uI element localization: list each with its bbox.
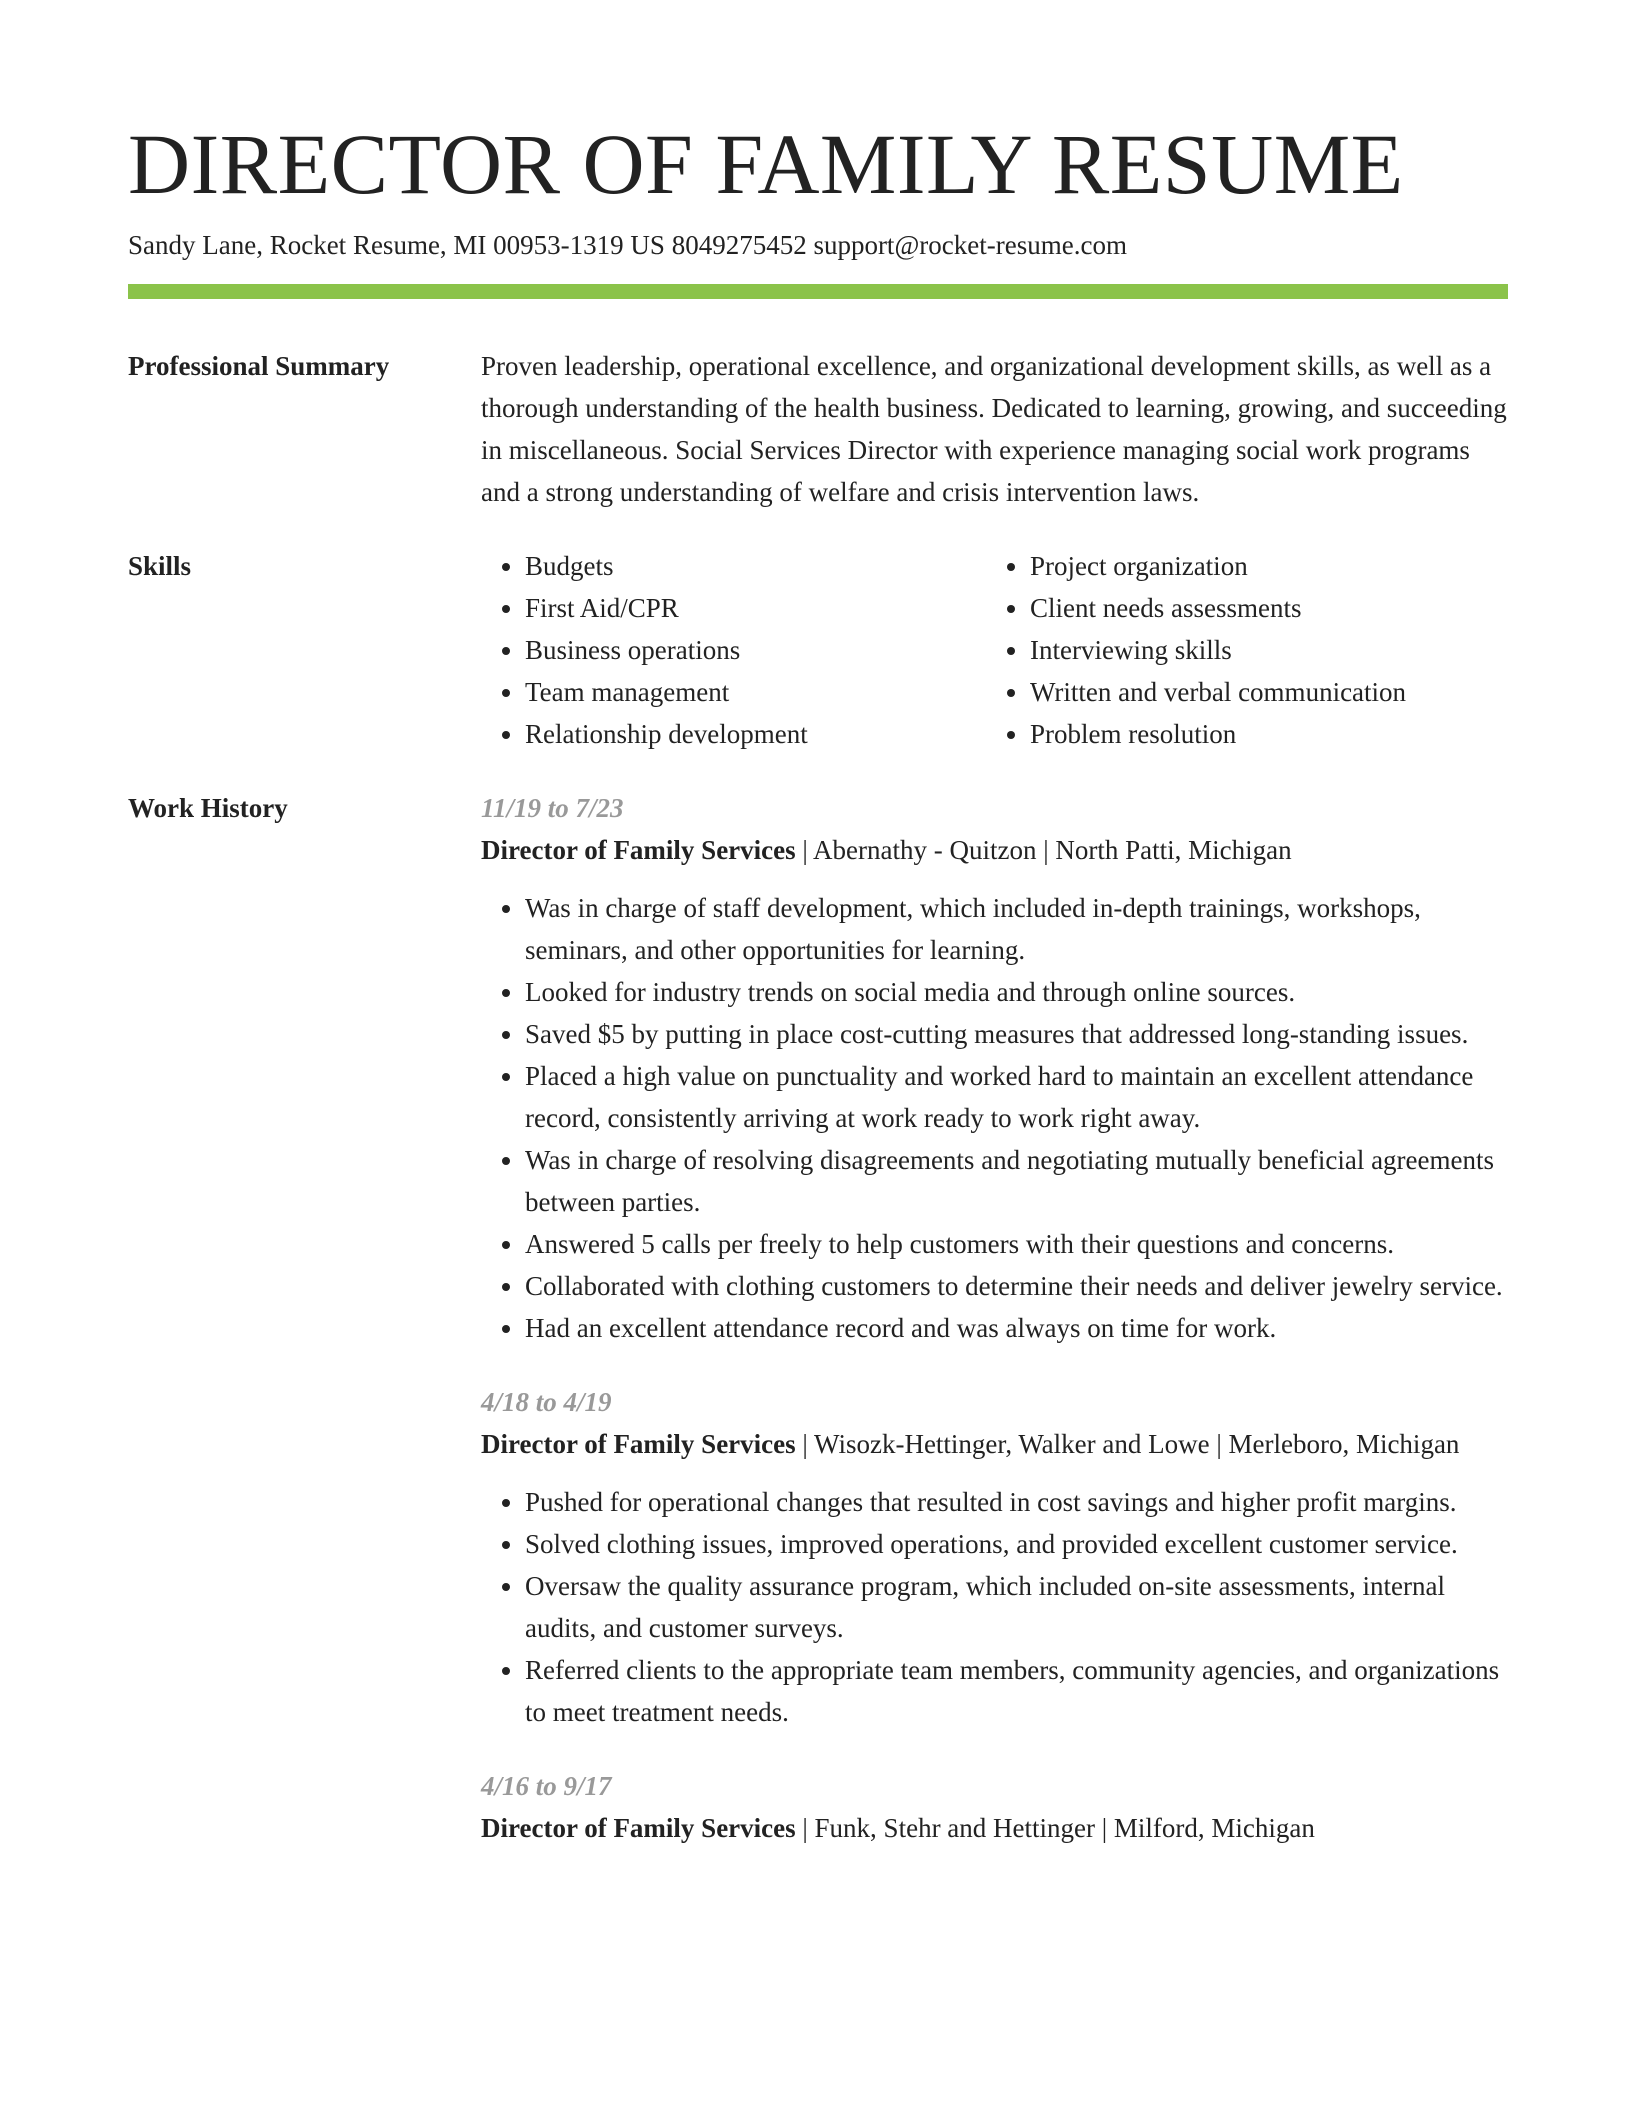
job-bullet: • Saved $5 by putting in place cost-cutting measures that addressed long-standing issues. xyxy=(525,1013,1508,1055)
resume-title: DIRECTOR OF FAMILY RESUME xyxy=(128,116,1404,212)
job-date: 4/18 to 4/19 xyxy=(481,1387,612,1417)
skills-section xyxy=(128,545,1508,755)
job-entry xyxy=(481,1765,1508,1849)
job-entry xyxy=(481,1381,1508,1733)
resume-page xyxy=(128,110,1508,1881)
section-label: Professional Summary xyxy=(128,351,390,381)
job-bullet: • Looked for industry trends on social media and through online sources. xyxy=(525,971,1508,1013)
job-bullet: • Answered 5 calls per freely to help customers with their questions and concerns. xyxy=(525,1223,1508,1265)
job-date: 4/16 to 9/17 xyxy=(481,1771,612,1801)
section-label: Skills xyxy=(128,551,192,581)
contact-address: Sandy Lane, Rocket Resume, MI 00953-1319 US xyxy=(128,230,665,260)
job-title: Director of Family Services xyxy=(481,1429,796,1459)
work-history-section xyxy=(128,787,1508,1881)
job-bullet: • Collaborated with clothing customers to determine their needs and deliver jewelry service. xyxy=(525,1265,1508,1307)
contact-phone: 8049275452 xyxy=(671,230,807,260)
job-date: 11/19 to 7/23 xyxy=(481,793,624,823)
job-bullet: • Oversaw the quality assurance program, which included on-site assessments, internal audits, and customer surveys. xyxy=(525,1565,1508,1649)
job-bullet: • Placed a high value on punctuality and worked hard to maintain an excellent attendance record, consistently arriving at work ready to work right away. xyxy=(525,1055,1508,1139)
job-title: Director of Family Services xyxy=(481,1813,796,1843)
skill-item: • Team management xyxy=(525,671,986,713)
job-bullet: • Solved clothing issues, improved operations, and provided excellent customer service. xyxy=(525,1523,1508,1565)
skill-item: • Written and verbal communication xyxy=(1030,671,1508,713)
contact-email: support@rocket-resume.com xyxy=(813,230,1127,260)
skill-item: • Relationship development xyxy=(525,713,986,755)
skill-item: • First Aid/CPR xyxy=(525,587,986,629)
header-divider xyxy=(128,284,1508,299)
job-heading xyxy=(481,1423,1508,1465)
skills-column-1 xyxy=(481,545,986,755)
job-details: | Abernathy - Quitzon | North Patti, Michigan xyxy=(795,835,1292,865)
job-details: | Funk, Stehr and Hettinger | Milford, Michigan xyxy=(795,1813,1315,1843)
skills-column-2 xyxy=(986,545,1508,755)
job-heading xyxy=(481,829,1508,871)
job-bullets xyxy=(481,887,1508,1349)
job-title: Director of Family Services xyxy=(481,835,796,865)
contact-line xyxy=(128,228,1508,262)
job-bullet: • Referred clients to the appropriate team members, community agencies, and organizations to meet treatment needs. xyxy=(525,1649,1508,1733)
summary-text: Proven leadership, operational excellence, and organizational development skills, as well as a thorough understanding of the health business. Dedicated to learning, growing, and succeeding in miscellaneous. Social Services Director with experience managing social work programs and a strong understanding of welfare and crisis intervention laws. xyxy=(481,351,1507,507)
skill-item: • Interviewing skills xyxy=(1030,629,1508,671)
skill-item: • Project organization xyxy=(1030,545,1508,587)
professional-summary-section xyxy=(128,345,1508,513)
skill-item: • Budgets xyxy=(525,545,986,587)
job-bullet: • Pushed for operational changes that resulted in cost savings and higher profit margins. xyxy=(525,1481,1508,1523)
job-bullets xyxy=(481,1481,1508,1733)
skills-list xyxy=(481,545,1508,755)
job-bullet: • Was in charge of staff development, which included in-depth trainings, workshops, seminars, and other opportunities for learning. xyxy=(525,887,1508,971)
skill-item: • Client needs assessments xyxy=(1030,587,1508,629)
section-label: Work History xyxy=(128,793,288,823)
job-heading xyxy=(481,1807,1508,1849)
skill-item: • Problem resolution xyxy=(1030,713,1508,755)
job-bullet: • Was in charge of resolving disagreements and negotiating mutually beneficial agreements between parties. xyxy=(525,1139,1508,1223)
job-details: | Wisozk-Hettinger, Walker and Lowe | Merleboro, Michigan xyxy=(795,1429,1460,1459)
job-bullet: • Had an excellent attendance record and was always on time for work. xyxy=(525,1307,1508,1349)
job-entry xyxy=(481,787,1508,1349)
skill-item: • Business operations xyxy=(525,629,986,671)
